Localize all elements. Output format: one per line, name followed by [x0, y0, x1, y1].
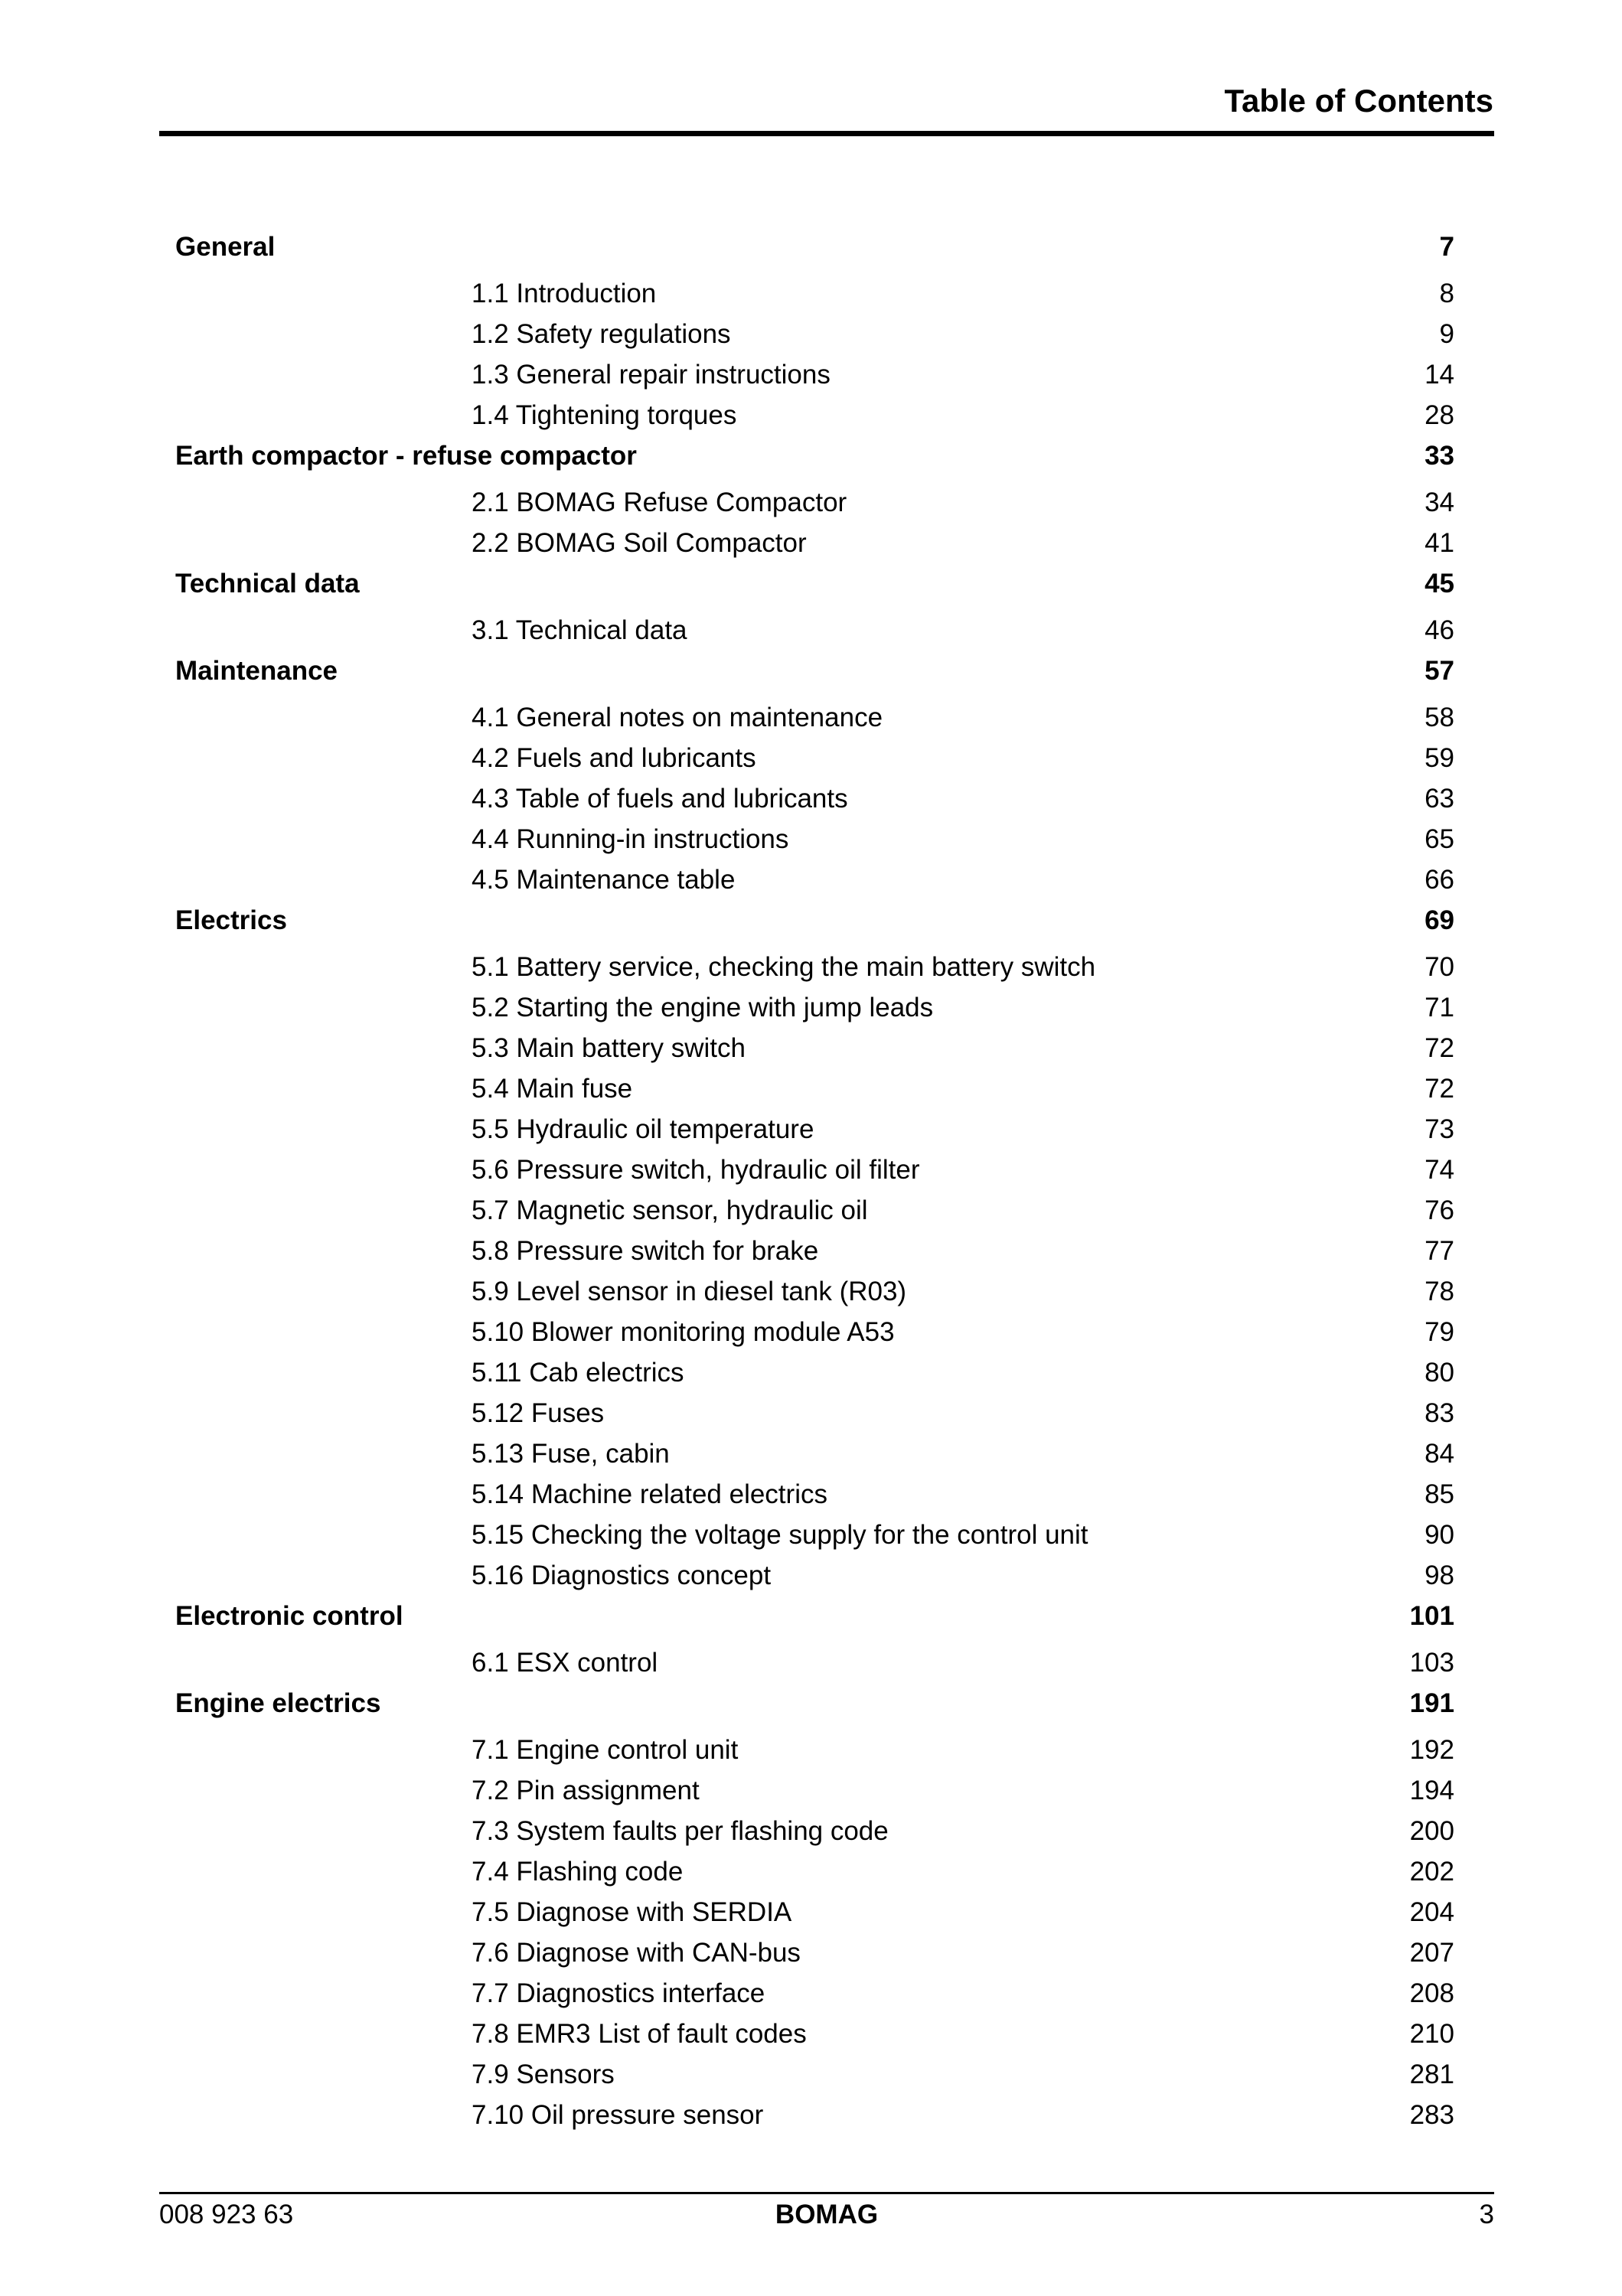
page-footer — [159, 2200, 1494, 2230]
toc-section-title: 7.9 Sensors — [472, 2059, 615, 2089]
toc-section-row[interactable] — [175, 819, 1454, 859]
toc-section-row[interactable] — [175, 1932, 1454, 1973]
toc-page-number: 77 — [1425, 1235, 1454, 1266]
toc-section-row[interactable] — [175, 1973, 1454, 2014]
toc-page-number: 41 — [1425, 527, 1454, 558]
toc-section-title: 4.2 Fuels and lubricants — [472, 742, 756, 773]
toc-section-row[interactable] — [175, 2054, 1454, 2095]
toc-section-title: 5.7 Magnetic sensor, hydraulic oil — [472, 1195, 868, 1225]
footer-rule — [159, 2192, 1494, 2194]
toc-section-title: 4.3 Table of fuels and lubricants — [472, 783, 848, 814]
toc-chapter-row[interactable] — [175, 651, 1454, 692]
page-number: 3 — [1479, 2200, 1494, 2229]
toc-section-title: 5.1 Battery service, checking the main battery switch — [472, 951, 1096, 982]
toc-page-number: 45 — [1425, 569, 1454, 598]
page-title: Table of Contents — [1224, 83, 1493, 119]
brand-name: BOMAG — [775, 2200, 879, 2229]
toc-page-number: 200 — [1409, 1815, 1454, 1846]
toc-page-number: 103 — [1409, 1647, 1454, 1678]
toc-section-row[interactable] — [175, 1770, 1454, 1811]
toc-section-title: 5.14 Machine related electrics — [472, 1479, 827, 1509]
toc-chapter-title: Engine electrics — [175, 1688, 381, 1718]
toc-section-title: 1.3 General repair instructions — [472, 359, 831, 390]
toc-section-row[interactable] — [175, 947, 1454, 987]
toc-section-title: 5.12 Fuses — [472, 1397, 605, 1428]
toc-chapter-row[interactable] — [175, 1683, 1454, 1724]
toc-page-number: 63 — [1425, 783, 1454, 814]
toc-chapter-title: Earth compactor - refuse compactor — [175, 441, 637, 471]
toc-chapter-row[interactable] — [175, 435, 1454, 477]
toc-page-number: 192 — [1409, 1734, 1454, 1765]
toc-page-number: 194 — [1409, 1775, 1454, 1805]
toc-section-row[interactable] — [175, 1730, 1454, 1770]
toc-section-row[interactable] — [175, 1068, 1454, 1109]
toc-section-row[interactable] — [175, 1555, 1454, 1596]
toc-section-title: 2.1 BOMAG Refuse Compactor — [472, 487, 847, 517]
toc-page-number: 33 — [1425, 441, 1454, 471]
toc-section-row[interactable] — [175, 1811, 1454, 1851]
toc-section-row[interactable] — [175, 1433, 1454, 1474]
toc-page-number: 98 — [1425, 1560, 1454, 1590]
toc-page-number: 191 — [1409, 1688, 1454, 1718]
toc-section-title: 7.10 Oil pressure sensor — [472, 2099, 764, 2130]
toc-section-title: 5.8 Pressure switch for brake — [472, 1235, 819, 1266]
toc-section-title: 7.6 Diagnose with CAN-bus — [472, 1937, 801, 1968]
toc-section-title: 7.1 Engine control unit — [472, 1734, 739, 1765]
toc-section-row[interactable] — [175, 314, 1454, 354]
toc-page-number: 34 — [1425, 487, 1454, 517]
toc-section-title: 4.4 Running-in instructions — [472, 823, 789, 854]
toc-page-number: 72 — [1425, 1032, 1454, 1063]
toc-page-number: 283 — [1409, 2099, 1454, 2130]
toc-section-row[interactable] — [175, 523, 1454, 563]
toc-page-number: 90 — [1425, 1519, 1454, 1550]
toc-section-title: 4.1 General notes on maintenance — [472, 702, 883, 732]
toc-section-title: 5.5 Hydraulic oil temperature — [472, 1114, 814, 1144]
toc-section-title: 7.7 Diagnostics interface — [472, 1978, 765, 2008]
toc-section-row[interactable] — [175, 738, 1454, 778]
header-rule — [159, 131, 1494, 136]
toc-page-number: 8 — [1439, 278, 1454, 308]
toc-section-title: 7.4 Flashing code — [472, 1856, 684, 1887]
toc-section-title: 5.13 Fuse, cabin — [472, 1438, 670, 1469]
toc-page-number: 76 — [1425, 1195, 1454, 1225]
toc-page-number: 59 — [1425, 742, 1454, 773]
toc-page-number: 101 — [1409, 1601, 1454, 1631]
toc-section-row[interactable] — [175, 354, 1454, 395]
toc-page-number: 79 — [1425, 1316, 1454, 1347]
toc-section-title: 5.3 Main battery switch — [472, 1032, 746, 1063]
toc-section-row[interactable] — [175, 1109, 1454, 1150]
toc-chapter-row[interactable] — [175, 900, 1454, 941]
toc-page-number: 204 — [1409, 1896, 1454, 1927]
toc-page-number: 72 — [1425, 1073, 1454, 1104]
toc-section-row[interactable] — [175, 273, 1454, 314]
toc-section-row[interactable] — [175, 1515, 1454, 1555]
toc-section-title: 2.2 BOMAG Soil Compactor — [472, 527, 807, 558]
toc-section-title: 3.1 Technical data — [472, 615, 687, 645]
toc-section-row[interactable] — [175, 395, 1454, 435]
toc-chapter-title: Technical data — [175, 569, 360, 598]
toc-page-number: 28 — [1425, 400, 1454, 430]
toc-page-number: 210 — [1409, 2018, 1454, 2049]
toc-section-row[interactable] — [175, 1190, 1454, 1231]
toc-page-number: 70 — [1425, 951, 1454, 982]
toc-page-number: 208 — [1409, 1978, 1454, 2008]
toc-section-row[interactable] — [175, 482, 1454, 523]
table-of-contents — [175, 227, 1454, 2135]
toc-page-number: 80 — [1425, 1357, 1454, 1388]
toc-page-number: 78 — [1425, 1276, 1454, 1306]
toc-section-row[interactable] — [175, 1393, 1454, 1433]
toc-page-number: 14 — [1425, 359, 1454, 390]
toc-chapter-title: Electronic control — [175, 1601, 403, 1631]
toc-chapter-row[interactable] — [175, 1596, 1454, 1637]
toc-section-row[interactable] — [175, 987, 1454, 1028]
toc-chapter-row[interactable] — [175, 227, 1454, 268]
toc-page-number: 85 — [1425, 1479, 1454, 1509]
toc-section-row[interactable] — [175, 859, 1454, 900]
toc-page-number: 83 — [1425, 1397, 1454, 1428]
toc-section-row[interactable] — [175, 1150, 1454, 1190]
toc-page-number: 65 — [1425, 823, 1454, 854]
toc-page-number: 58 — [1425, 702, 1454, 732]
toc-page-number: 207 — [1409, 1937, 1454, 1968]
toc-page-number: 202 — [1409, 1856, 1454, 1887]
toc-section-row[interactable] — [175, 610, 1454, 651]
toc-page-number: 46 — [1425, 615, 1454, 645]
toc-section-row[interactable] — [175, 1352, 1454, 1393]
toc-page-number: 281 — [1409, 2059, 1454, 2089]
toc-section-title: 5.4 Main fuse — [472, 1073, 633, 1104]
toc-section-title: 7.8 EMR3 List of fault codes — [472, 2018, 807, 2049]
toc-section-title: 1.1 Introduction — [472, 278, 657, 308]
toc-section-title: 5.2 Starting the engine with jump leads — [472, 992, 934, 1022]
toc-section-row[interactable] — [175, 2095, 1454, 2135]
toc-section-row[interactable] — [175, 1474, 1454, 1515]
toc-chapter-title: General — [175, 232, 276, 262]
toc-page-number: 9 — [1439, 318, 1454, 349]
toc-chapter-row[interactable] — [175, 563, 1454, 605]
toc-section-row[interactable] — [175, 1028, 1454, 1068]
toc-section-row[interactable] — [175, 2014, 1454, 2054]
toc-page-number: 57 — [1425, 656, 1454, 686]
toc-section-row[interactable] — [175, 778, 1454, 819]
toc-chapter-title: Electrics — [175, 905, 287, 935]
toc-section-title: 1.4 Tightening torques — [472, 400, 737, 430]
toc-page-number: 69 — [1425, 905, 1454, 935]
toc-page-number: 7 — [1439, 232, 1454, 262]
toc-section-title: 7.3 System faults per flashing code — [472, 1815, 889, 1846]
toc-page-number: 84 — [1425, 1438, 1454, 1469]
toc-section-row[interactable] — [175, 1231, 1454, 1271]
toc-chapter-title: Maintenance — [175, 656, 338, 686]
toc-page-number: 66 — [1425, 864, 1454, 895]
toc-section-title: 5.16 Diagnostics concept — [472, 1560, 772, 1590]
toc-page-number: 71 — [1425, 992, 1454, 1022]
toc-section-title: 7.2 Pin assignment — [472, 1775, 700, 1805]
toc-section-row[interactable] — [175, 1851, 1454, 1892]
toc-section-title: 5.10 Blower monitoring module A53 — [472, 1316, 895, 1347]
toc-section-row[interactable] — [175, 1312, 1454, 1352]
toc-section-title: 4.5 Maintenance table — [472, 864, 736, 895]
toc-page-number: 74 — [1425, 1154, 1454, 1185]
toc-section-row[interactable] — [175, 1892, 1454, 1932]
toc-section-title: 1.2 Safety regulations — [472, 318, 731, 349]
document-number: 008 923 63 — [159, 2200, 294, 2229]
toc-section-title: 5.6 Pressure switch, hydraulic oil filter — [472, 1154, 920, 1185]
toc-section-title: 7.5 Diagnose with SERDIA — [472, 1896, 792, 1927]
toc-section-row[interactable] — [175, 1271, 1454, 1312]
toc-section-row[interactable] — [175, 697, 1454, 738]
toc-section-title: 5.15 Checking the voltage supply for the control unit — [472, 1519, 1088, 1550]
toc-section-title: 5.11 Cab electrics — [472, 1357, 684, 1388]
toc-page-number: 73 — [1425, 1114, 1454, 1144]
toc-section-title: 6.1 ESX control — [472, 1647, 658, 1678]
toc-section-row[interactable] — [175, 1642, 1454, 1683]
toc-section-title: 5.9 Level sensor in diesel tank (R03) — [472, 1276, 907, 1306]
